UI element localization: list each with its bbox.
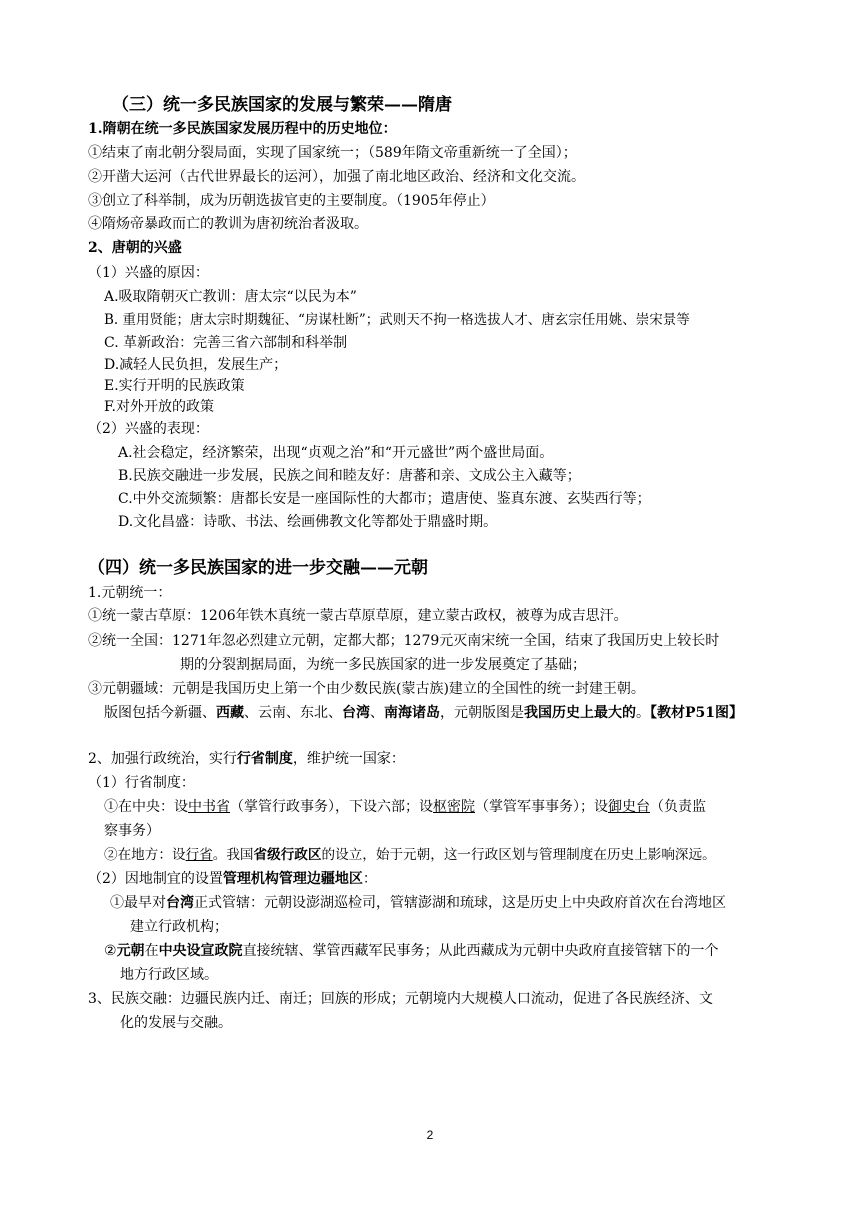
yuan-unify-1: ①统一蒙古草原：1206年铁木真统一蒙古草原草原，建立蒙古政权，被尊为成吉思汗。 bbox=[88, 608, 628, 624]
yuan-unify-3: ③元朝疆域：元朝是我国历史上第一个由少数民族(蒙古族)建立的全国性的统一封建王朝。 bbox=[88, 681, 645, 697]
textbook-reference: 【教材P51图】 bbox=[650, 705, 744, 721]
tang-signs-subheading: （2）兴盛的表现： bbox=[88, 421, 209, 437]
keyword-nanhai: 南海诸岛 bbox=[384, 705, 440, 721]
sui-item-2: ②开凿大运河（古代世界最长的运河），加强了南北地区政治、经济和文化交流。 bbox=[88, 169, 585, 185]
tang-reasons-subheading: （1）兴盛的原因： bbox=[88, 265, 209, 281]
tang-sign-d: D.文化昌盛：诗歌、书法、绘画佛教文化等都处于鼎盛时期。 bbox=[118, 514, 498, 530]
tang-sign-a: A.社会稳定，经济繁荣，出现“贞观之治”和“开元盛世”两个盛世局面。 bbox=[118, 445, 554, 461]
local-admin-line: ②在地方：设行省。我国省级行政区的设立，始于元朝，这一行政区划与管理制度在历史上影响深远。 bbox=[104, 847, 716, 863]
yuan-unify-2: ②统一全国：1271年忽必烈建立元朝，定都大都；1279元灭南宋统一全国，结束了我国历史上较长时 bbox=[88, 633, 720, 649]
ethnic-fusion-cont: 化的发展与交融。 bbox=[120, 1015, 232, 1031]
ethnic-fusion-line: 3、民族交融：边疆民族内迁、南迁；回族的形成；元朝境内大规模人口流动，促进了各民族经济、文 bbox=[88, 991, 713, 1007]
sui-heading: 1.隋朝在统一多民族国家发展历程中的历史地位： bbox=[88, 121, 397, 137]
border-admin-subheading: （2）因地制宜的设置管理机构管理边疆地区： bbox=[88, 871, 377, 887]
taiwan-admin-cont: 建立行政机构； bbox=[130, 919, 228, 935]
xingsheng-subheading: （1）行省制度： bbox=[88, 775, 195, 791]
section-4-title: （四）统一多民族国家的进一步交融——元朝 bbox=[88, 558, 428, 578]
tang-reason-b: B. 重用贤能；唐太宗时期魏征、“房谋杜断”；武则天不拘一格选拔人才、唐玄宗任用姚、崇宋景等 bbox=[104, 312, 690, 328]
page-number: 2 bbox=[426, 1128, 434, 1142]
keyword-xingsheng: 行省制度 bbox=[236, 751, 293, 767]
yuan-unify-heading: 1.元朝统一： bbox=[88, 585, 172, 601]
yuan-unify-2-cont: 期的分裂割据局面，为统一多民族国家的进一步发展奠定了基础； bbox=[180, 657, 586, 673]
keyword-yuanchao: 元朝 bbox=[116, 943, 145, 959]
shumiyuan: 枢密院 bbox=[433, 799, 475, 815]
keyword-taiwan: 台湾 bbox=[342, 705, 370, 721]
keyword-xuanzhengyuan: 中央设宣政院 bbox=[158, 943, 243, 959]
tibet-admin-cont: 地方行政区域。 bbox=[120, 967, 218, 983]
central-admin-cont: 察事务） bbox=[104, 823, 160, 839]
sui-item-1: ①结束了南北朝分裂局面，实现了国家统一；（589年隋文帝重新统一了全国）； bbox=[88, 145, 577, 161]
provincial-region: 省级行政区 bbox=[253, 847, 322, 863]
tang-sign-c: C.中外交流频繁：唐都长安是一座国际性的大都市；遣唐使、鉴真东渡、玄奘西行等； bbox=[118, 491, 651, 507]
central-admin-line: ①在中央：设中书省（掌管行政事务），下设六部；设枢密院（掌管军事事务）；设御史台（负责监 bbox=[104, 799, 706, 815]
tang-heading: 2、唐朝的兴盛 bbox=[88, 240, 182, 256]
section-3-title: （三）统一多民族国家的发展与繁荣——隋唐 bbox=[112, 95, 452, 115]
sui-item-3: ③创立了科举制，成为历朝选拔官吏的主要制度。（1905年停止） bbox=[88, 193, 495, 209]
taiwan-admin-line: ①最早对台湾正式管辖：元朝设澎湖巡检司，管辖澎湖和琉球，这是历史上中央政府首次在台湾地区 bbox=[110, 895, 726, 911]
tang-reason-a: A.吸取隋朝灭亡教训：唐太宗“以民为本” bbox=[104, 289, 357, 305]
sui-item-4: ④隋炀帝暴政而亡的教训为唐初统治者汲取。 bbox=[88, 216, 368, 232]
yuan-territory-line: 版图包括今新疆、西藏、云南、东北、台湾、南海诸岛，元朝版图是我国历史上最大的。【教材P51图】 bbox=[104, 705, 744, 721]
xingsheng-underlined: 行省 bbox=[185, 847, 213, 863]
keyword-taiwan-2: 台湾 bbox=[166, 895, 194, 911]
yushitai: 御史台 bbox=[608, 799, 650, 815]
tang-reason-c: C. 革新政治：完善三省六部制和科举制 bbox=[104, 335, 348, 351]
zhongshusheng: 中书省 bbox=[188, 799, 230, 815]
tang-reason-d: D.减轻人民负担，发展生产； bbox=[104, 357, 288, 373]
keyword-xizang: 西藏 bbox=[216, 705, 244, 721]
tibet-admin-line: ②元朝在中央设宣政院直接统辖、掌管西藏军民事务；从此西藏成为元朝中央政府直接管辖下的一个 bbox=[104, 943, 719, 959]
yuan-admin-heading: 2、加强行政统治，实行行省制度，维护统一国家： bbox=[88, 751, 405, 767]
tang-reason-f: F.对外开放的政策 bbox=[104, 399, 214, 415]
tang-sign-b: B.民族交融进一步发展，民族之间和睦友好：唐蕃和亲、文成公主入藏等； bbox=[118, 468, 581, 484]
keyword-largest: 我国历史上最大的 bbox=[524, 705, 636, 721]
tang-reason-e: E.实行开明的民族政策 bbox=[104, 378, 245, 394]
border-management-keyword: 管理机构管理边疆地区 bbox=[222, 871, 363, 887]
